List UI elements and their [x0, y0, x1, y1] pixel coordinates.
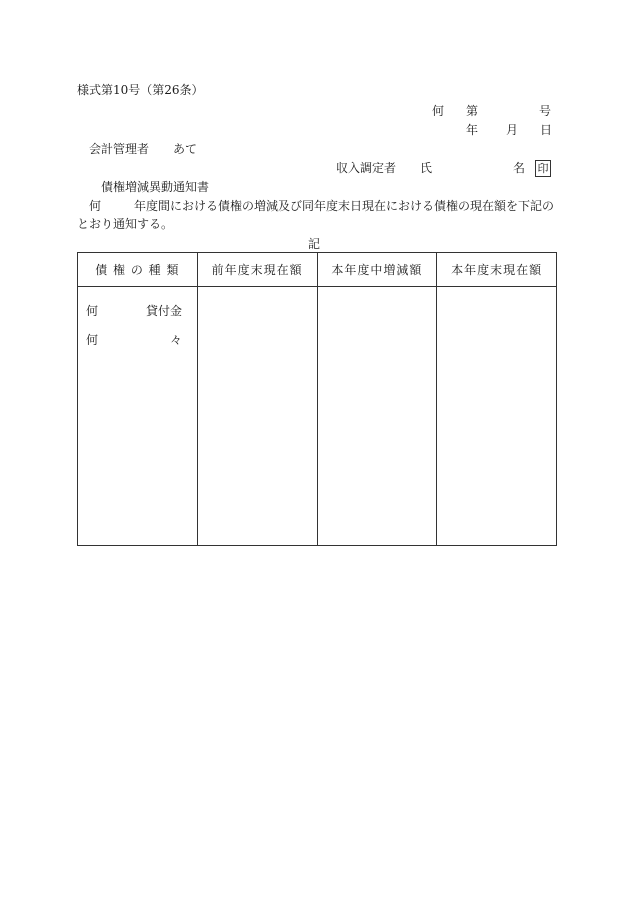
current-year-balance-cell — [437, 287, 557, 546]
date-day: 日 — [540, 123, 553, 137]
seal-mark: 印 — [535, 160, 551, 177]
sender-mei: 名 — [513, 161, 526, 175]
addressee-ate: あて — [173, 142, 198, 156]
form-number: 様式第10号（第26条） — [77, 83, 204, 97]
claim-row-name: 貸付金 — [145, 304, 182, 318]
body-nan: 何 — [89, 199, 102, 213]
claim-row-name: 々 — [169, 333, 182, 347]
claim-type-row — [86, 332, 182, 348]
claim-row-prefix: 何 — [86, 333, 99, 347]
body-text-line2: とおり通知する。 — [77, 217, 174, 231]
sender-title: 収入調定者 — [336, 161, 397, 175]
notice-title: 債権増減異動通知書 — [101, 180, 210, 194]
prev-year-balance-cell — [197, 287, 317, 546]
header-prev-year-balance: 前年度末現在額 — [197, 253, 317, 287]
header-claim-type: 債 権 の 種 類 — [78, 253, 198, 287]
table-body-row — [78, 287, 557, 546]
table-header-row — [78, 253, 557, 287]
document-number-dai: 第 — [466, 104, 479, 118]
header-current-year-balance: 本年度末現在額 — [437, 253, 557, 287]
claim-type-cell — [78, 287, 198, 546]
claim-type-row — [86, 303, 182, 319]
document-number-nan: 何 — [432, 104, 445, 118]
claim-row-prefix: 何 — [86, 304, 99, 318]
header-current-year-change: 本年度中増減額 — [317, 253, 437, 287]
addressee-name: 会計管理者 — [89, 142, 150, 156]
date-month: 月 — [506, 123, 519, 137]
date-year: 年 — [466, 123, 479, 137]
body-line1-text: 年度間における債権の増減及び同年度末日現在における債権の現在額を下記の — [134, 199, 555, 213]
current-year-change-cell — [317, 287, 437, 546]
ki-heading: 記 — [308, 237, 321, 251]
claims-table — [77, 252, 557, 546]
sender-shi: 氏 — [420, 161, 433, 175]
document-number-go: 号 — [539, 104, 552, 118]
